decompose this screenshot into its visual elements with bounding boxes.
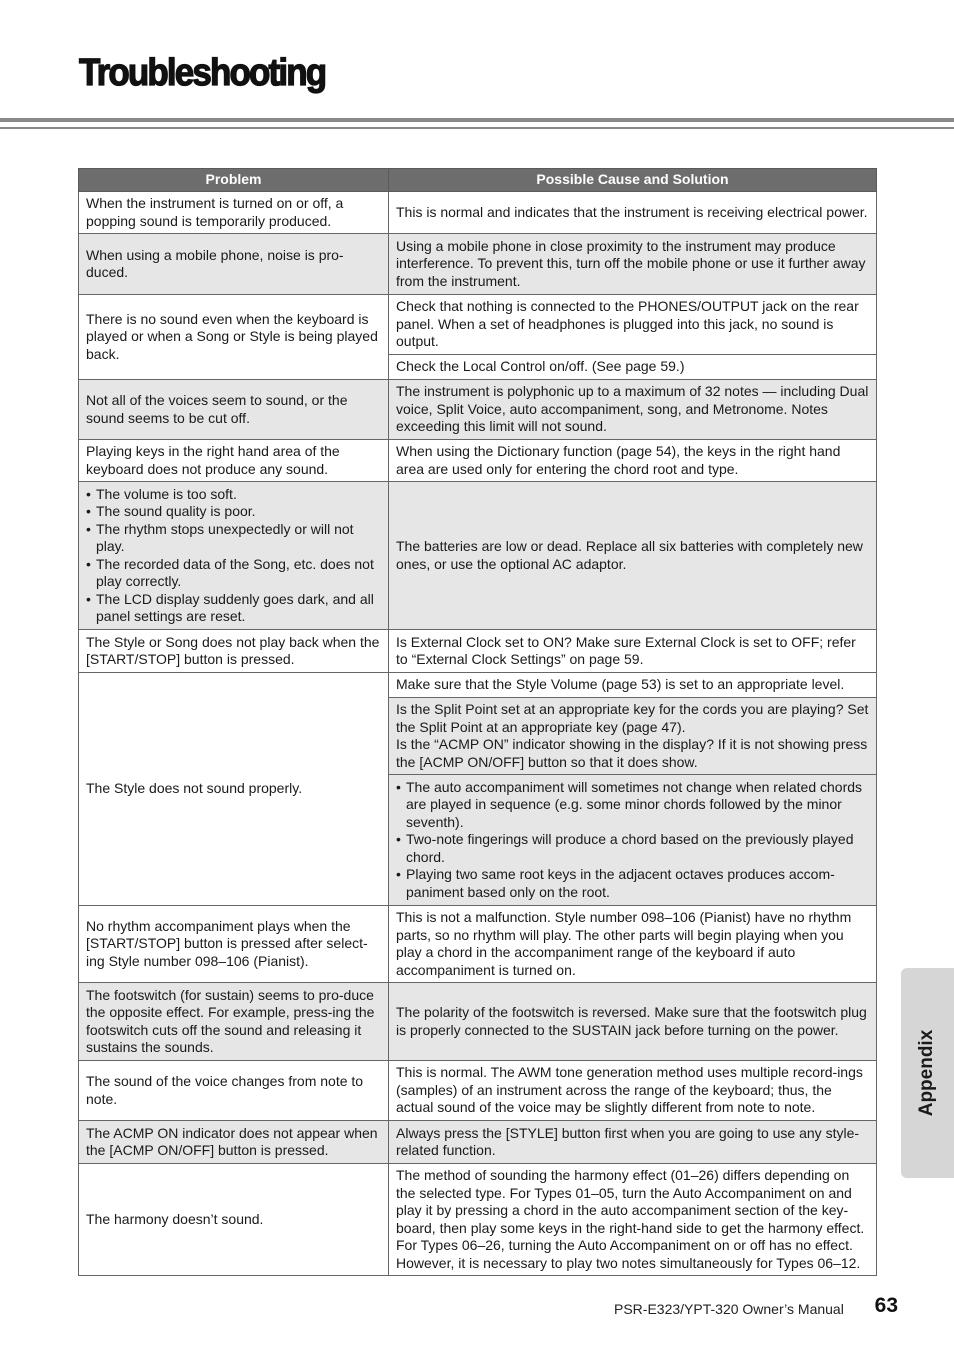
solution-line: Is the “ACMP ON” indicator showing in the display? If it is not showing press the [ACMP ON/OFF] button so that it does show.: [396, 736, 868, 770]
list-item: • Two-note fingerings will produce a chord based on the previously played chord.: [396, 831, 870, 866]
title-rule-thin: [0, 127, 954, 129]
solution-cell: Make sure that the Style Volume (page 53) is set to an appropriate level.: [389, 673, 877, 698]
list-item: • Playing two same root keys in the adjacent octaves produces accom-paniment based only on the root.: [396, 866, 870, 901]
problem-cell: Playing keys in the right hand area of the keyboard does not produce any sound.: [79, 440, 389, 482]
problem-cell: The harmony doesn’t sound.: [79, 1164, 389, 1276]
problem-cell: There is no sound even when the keyboard is played or when a Song or Style is being played back.: [79, 295, 389, 380]
problem-cell: [79, 482, 389, 630]
table-row: [79, 906, 877, 983]
appendix-label: Appendix: [916, 1029, 937, 1117]
page-footer: [614, 1294, 900, 1320]
table-row: [79, 295, 877, 355]
list-item: • The LCD display suddenly goes dark, and all panel settings are reset.: [86, 591, 382, 626]
solution-cell: The instrument is polyphonic up to a maximum of 32 notes — including Dual voice, Split Voice, auto accompaniment, song, and Metronome. Notes exceeding this limit will not sound.: [389, 380, 877, 440]
problem-cell: The Style or Song does not play back when the [START/STOP] button is pressed.: [79, 630, 389, 673]
table-row: [79, 630, 877, 673]
table-row: [79, 1121, 877, 1164]
solution-cell: Is External Clock set to ON? Make sure External Clock is set to OFF; refer to “External Clock Settings” on page 59.: [389, 630, 877, 673]
list-item: • The auto accompaniment will sometimes not change when related chords are played in sequence (e.g. some minor chords followed by the minor seventh).: [396, 779, 870, 832]
list-item: • The rhythm stops unexpectedly or will not play.: [86, 521, 382, 556]
table-row: [79, 192, 877, 234]
list-item: • The volume is too soft.: [86, 486, 382, 504]
table-row: [79, 234, 877, 295]
solution-cell: Using a mobile phone in close proximity to the instrument may produce interference. To prevent this, turn off the mobile phone or use it further away from the instrument.: [389, 234, 877, 295]
solution-cell: Check the Local Control on/off. (See page 59.): [389, 355, 877, 380]
table-row: [79, 440, 877, 482]
title-rule-thick: [0, 118, 954, 122]
solution-cell: The polarity of the footswitch is reversed. Make sure that the footswitch plug is properly connected to the SUSTAIN jack before turning on the power.: [389, 983, 877, 1061]
appendix-side-tab: [901, 968, 954, 1178]
solution-cell: This is normal. The AWM tone generation method uses multiple record-ings (samples) of an instrument across the range of the keyboard; thus, the actual sound of the voice may be slightly different from note to note.: [389, 1061, 877, 1121]
solution-cell: Always press the [STYLE] button first when you are going to use any style-related function.: [389, 1121, 877, 1164]
solution-cell: When using the Dictionary function (page 54), the keys in the right hand area are used only for entering the chord root and type.: [389, 440, 877, 482]
problem-cell: The sound of the voice changes from note to note.: [79, 1061, 389, 1121]
list-item: • The sound quality is poor.: [86, 503, 382, 521]
problem-cell: The Style does not sound properly.: [79, 673, 389, 906]
table-row: [79, 1061, 877, 1121]
solution-cell: The batteries are low or dead. Replace all six batteries with completely new ones, or use the optional AC adaptor.: [389, 482, 877, 630]
problem-cell: No rhythm accompaniment plays when the [START/STOP] button is pressed after select-ing Style number 098–106 (Pianist).: [79, 906, 389, 983]
table-row: [79, 983, 877, 1061]
page-number: 63: [874, 1294, 898, 1317]
problem-bullet-list: [86, 486, 382, 626]
table-row: [79, 673, 877, 698]
table-row: [79, 380, 877, 440]
solution-cell: [389, 698, 877, 775]
table-row: [79, 1164, 877, 1276]
list-item: • The recorded data of the Song, etc. does not play correctly.: [86, 556, 382, 591]
solution-cell: [389, 775, 877, 906]
footer-manual-name: PSR-E323/YPT-320 Owner’s Manual: [614, 1301, 844, 1317]
problem-cell: Not all of the voices seem to sound, or the sound seems to be cut off.: [79, 380, 389, 440]
solution-line: Is the Split Point set at an appropriate key for the cords you are playing? Set the Split Point at an appropriate key (page 47).: [396, 701, 869, 735]
solution-cell: This is normal and indicates that the instrument is receiving electrical power.: [389, 192, 877, 234]
header-problem: Problem: [79, 169, 389, 192]
solution-cell: Check that nothing is connected to the PHONES/OUTPUT jack on the rear panel. When a set of headphones is plugged into this jack, no sound is output.: [389, 295, 877, 355]
table-row: [79, 482, 877, 630]
solution-cell: The method of sounding the harmony effect (01–26) differs depending on the selected type. For Types 01–05, turn the Auto Accompaniment on and play it by pressing a chord in the auto accompaniment section of the key-board, then play some keys in the right-hand side to get the harmony effect. For Types 06–26, turning the Auto Accompaniment on or off has no effect. However, it is necessary to play two notes simultaneously for Types 06–12.: [389, 1164, 877, 1276]
solution-bullet-list: [396, 779, 870, 902]
troubleshooting-table: [78, 168, 877, 1276]
problem-cell: When the instrument is turned on or off, a popping sound is temporarily produced.: [79, 192, 389, 234]
problem-cell: When using a mobile phone, noise is pro-duced.: [79, 234, 389, 295]
problem-cell: The footswitch (for sustain) seems to pro-duce the opposite effect. For example, press-ing the footswitch cuts off the sound and releasing it sustains the sounds.: [79, 983, 389, 1061]
header-solution: Possible Cause and Solution: [389, 169, 877, 192]
table-header-row: [79, 169, 877, 192]
problem-cell: The ACMP ON indicator does not appear when the [ACMP ON/OFF] button is pressed.: [79, 1121, 389, 1164]
page-title: Troubleshooting: [79, 52, 326, 94]
solution-cell: This is not a malfunction. Style number 098–106 (Pianist) have no rhythm parts, so no rhythm will play. The other parts will begin playing when you play a chord in the accompaniment range of the keyboard if auto accompaniment is turned on.: [389, 906, 877, 983]
